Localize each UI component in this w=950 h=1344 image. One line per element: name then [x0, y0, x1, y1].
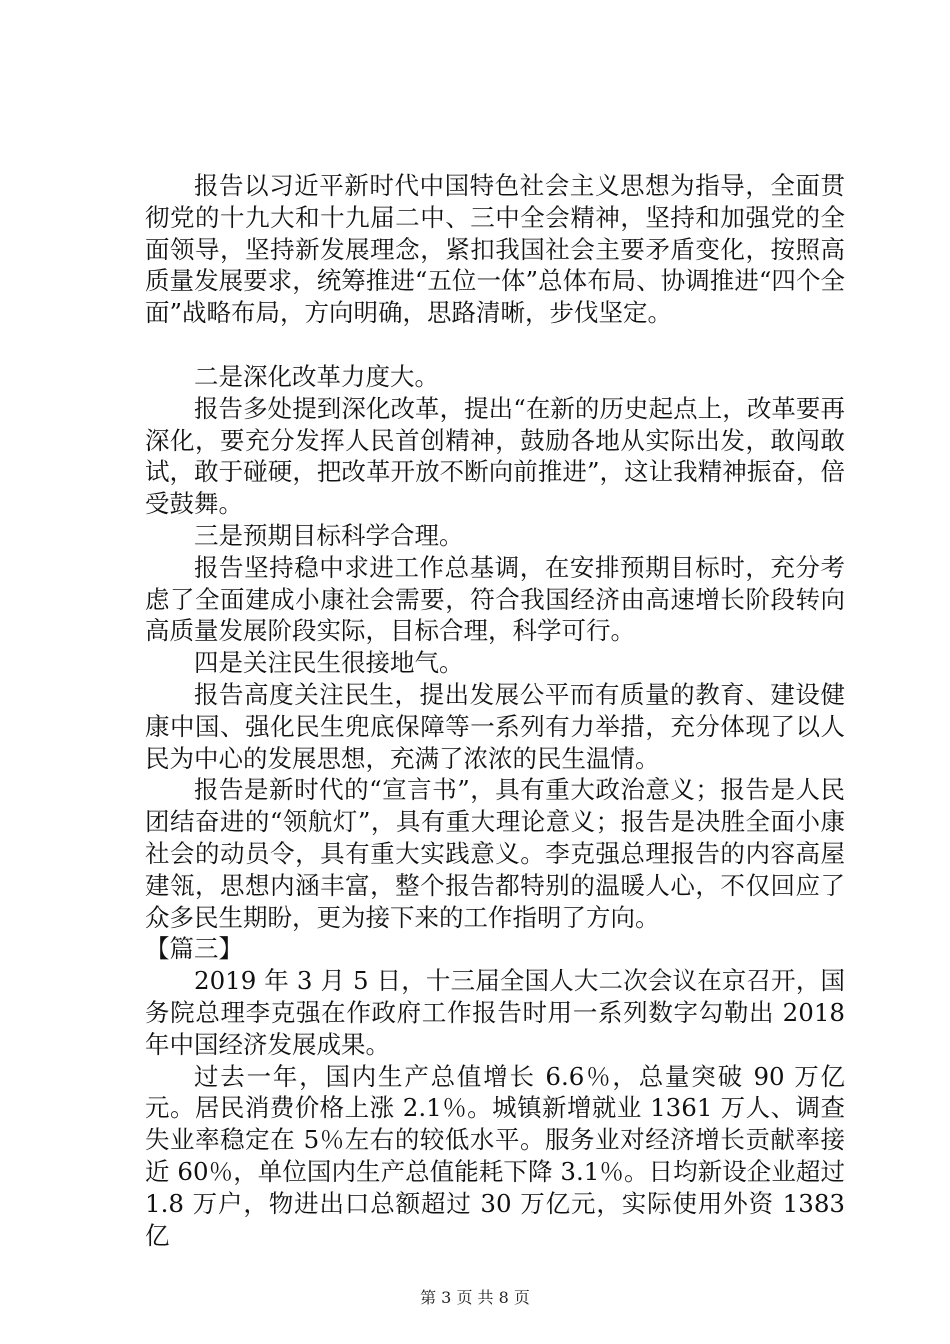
- section-heading-part-three: 【篇三】: [145, 934, 243, 964]
- paragraph-gap: [145, 329, 845, 361]
- paragraph-economic-figures: 过去一年，国内生产总值增长 6.6％，总量突破 90 万亿元。居民消费价格上涨 2.1％。城镇新增就业 1361 万人、调查失业率稳定在 5％左右的较低水平。服务业对经济增长贡献率接近 60％，单位国内生产总值能耗下降 3.1％。日均新设企业超过 1.8 万户，物进出口总额超过 30 万亿元，实际使用外资 1383 亿: [145, 1061, 845, 1250]
- heading-livelihood: 四是关注民生很接地气。: [194, 648, 464, 678]
- paragraph-significance: 报告是新时代的“宣言书”，具有重大政治意义；报告是人民团结奋进的“领航灯”，具有重大理论意义；报告是决胜全面小康社会的动员令，具有重大实践意义。李克强总理报告的内容高屋建瓴，思想内涵丰富，整个报告都特别的温暖人心，不仅回应了众多民生期盼，更为接下来的工作指明了方向。: [145, 775, 845, 932]
- page-number-footer: 第 3 页 共 8 页: [420, 1288, 530, 1307]
- document-body: [145, 170, 845, 1251]
- paragraph-deepen-reform: 报告多处提到深化改革，提出“在新的历史起点上，改革要再深化，要充分发挥人民首创精神，鼓励各地从实际出发，敢闯敢试，敢于碰硬，把改革开放不断向前推进”，这让我精神振奋，倍受鼓舞。: [145, 393, 845, 519]
- heading-deepen-reform: 二是深化改革力度大。: [194, 361, 439, 391]
- paragraph-livelihood: 报告高度关注民生，提出发展公平而有质量的教育、建设健康中国、强化民生兜底保障等一系列有力举措，充分体现了以人民为中心的发展思想，充满了浓浓的民生温情。: [145, 679, 845, 773]
- paragraph-targets: 报告坚持稳中求进工作总基调，在安排预期目标时，充分考虑了全面建成小康社会需要，符合我国经济由高速增长阶段转向高质量发展阶段实际，目标合理，科学可行。: [145, 552, 845, 646]
- paragraph-npc-session: 2019 年 3 月 5 日，十三届全国人大二次会议在京召开，国务院总理李克强在作政府工作报告时用一系列数字勾勒出 2018 年中国经济发展成果。: [145, 966, 845, 1059]
- paragraph-guiding-thought: 报告以习近平新时代中国特色社会主义思想为指导，全面贯彻党的十九大和十九届二中、三中全会精神，坚持和加强党的全面领导，坚持新发展理念，紧扣我国社会主要矛盾变化，按照高质量发展要求，统筹推进“五位一体”总体布局、协调推进“四个全面”战略布局，方向明确，思路清晰，步伐坚定。: [145, 171, 845, 328]
- heading-targets: 三是预期目标科学合理。: [194, 520, 464, 550]
